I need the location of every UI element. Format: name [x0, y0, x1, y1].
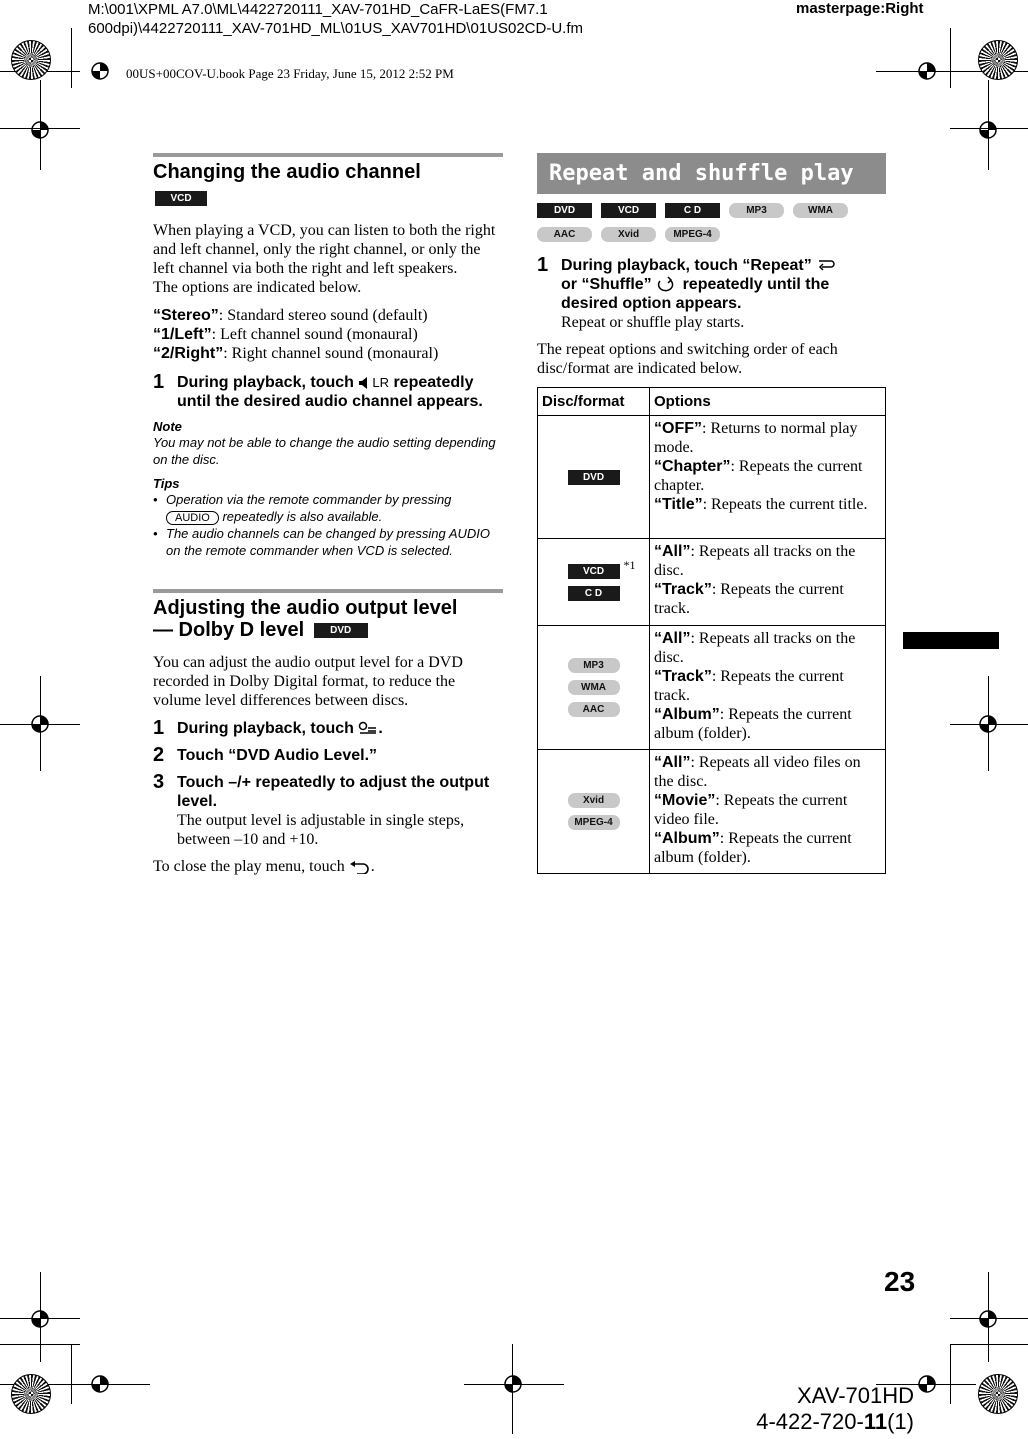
badge-aac: AAC — [568, 702, 620, 717]
step-number: 1 — [153, 371, 165, 393]
option-label: “Stereo” — [153, 307, 219, 324]
title-line1: Adjusting the audio output level — [153, 597, 458, 619]
format-cell — [538, 626, 650, 750]
tip-1 — [153, 491, 503, 525]
tip-2 — [153, 525, 503, 559]
badge-mpeg4: MPEG-4 — [568, 815, 620, 830]
badge-mpeg4: MPEG-4 — [665, 227, 720, 242]
option-label: “All” — [654, 543, 691, 560]
step-1-dolby — [153, 719, 503, 738]
model-name: XAV-701HD — [797, 1383, 914, 1408]
option-label: “2/Right” — [153, 345, 224, 362]
format-badges — [537, 203, 877, 242]
file-path — [88, 0, 583, 38]
options-cell — [650, 626, 886, 750]
table-row — [538, 626, 886, 750]
repeat-intro: The repeat options and switching order of each disc/format are indicated below. — [537, 341, 838, 377]
option-text: : Repeats the current title. — [702, 496, 868, 513]
option-text: : Repeats the current album (folder). — [654, 706, 852, 742]
badge-vcd: VCD — [568, 564, 620, 579]
option-text: : Returns to normal play mode. — [654, 420, 858, 456]
repeat-icon — [816, 258, 836, 274]
option-label: “Chapter” — [654, 458, 731, 475]
option-label: “Album” — [654, 706, 720, 723]
shuffle-icon — [656, 276, 678, 294]
format-cell — [538, 539, 650, 626]
badge-xvid: Xvid — [601, 227, 656, 242]
table-row — [538, 539, 886, 626]
step-number: 1 — [153, 717, 165, 739]
step-text: During playback, touch — [177, 720, 354, 737]
title-line2: — Dolby D level — [153, 619, 305, 641]
model-info — [756, 1383, 914, 1435]
section-rule — [153, 153, 503, 157]
audio-channel-intro2: The options are indicated below. — [153, 279, 362, 296]
badge-dvd: DVD — [314, 623, 368, 638]
badge-cd: C D — [665, 203, 720, 218]
option-text: : Repeats the current album (folder). — [654, 830, 852, 866]
options-cell — [650, 539, 886, 626]
note-heading: Note — [153, 419, 182, 434]
option-text: : Repeats all tracks on the disc. — [654, 630, 856, 666]
option-text: : Right channel sound (monaural) — [223, 345, 439, 362]
badge-vcd: VCD — [601, 203, 656, 218]
step-end: . — [378, 720, 383, 737]
step-3-dolby — [153, 773, 503, 849]
option-label: “All” — [654, 630, 691, 647]
book-info: 00US+00COV-U.book Page 23 Friday, June 15, 2012 2:52 PM — [126, 66, 454, 81]
option-text: : Repeats the current track. — [654, 668, 844, 704]
options-cell — [650, 416, 886, 539]
step-2-dolby — [153, 746, 503, 765]
step-text: Touch “DVD Audio Level.” — [177, 747, 378, 764]
option-label: “Track” — [654, 581, 712, 598]
column-header: Options — [650, 388, 886, 416]
badge-cd: C D — [568, 586, 620, 601]
section-title-audio-channel: Changing the audio channel — [153, 161, 421, 183]
step-subtext: Repeat or shuffle play starts. — [561, 314, 745, 331]
audio-channel-intro: When playing a VCD, you can listen to both the right and left channel, only the right channel, or only the left channel via both the right and left speakers. — [153, 222, 496, 277]
step-1-repeat — [537, 256, 886, 332]
option-label: “All” — [654, 754, 691, 771]
option-text: : Left channel sound (monaural) — [211, 326, 418, 343]
bullet: • — [153, 492, 158, 507]
option-label: “Track” — [654, 668, 712, 685]
step-text: repeatedly until the desired option appears. — [561, 276, 830, 312]
speaker-icon-label: LR — [372, 375, 389, 390]
options-cell — [650, 750, 886, 874]
table-header-row — [538, 388, 886, 416]
page-number: 23 — [884, 1266, 916, 1297]
format-cell — [538, 416, 650, 539]
badge-mp3: MP3 — [568, 658, 620, 673]
audio-channel-options — [153, 306, 503, 363]
footnote-mark: *1 — [623, 557, 636, 572]
badge-dvd: DVD — [568, 470, 620, 485]
tip-text: The audio channels can be changed by pressing AUDIO on the remote commander when VCD is selected. — [166, 526, 490, 558]
step-number: 3 — [153, 771, 165, 793]
column-header: Disc/format — [538, 388, 650, 416]
badge-dvd: DVD — [537, 203, 592, 218]
speaker-icon — [358, 376, 372, 390]
masterpage-label: masterpage:Right — [796, 0, 924, 17]
file-path-line1: M:\001\XPML A7.0\ML\4422720111_XAV-701HD_CaFR-LaES(FM7.1 — [88, 1, 548, 18]
step-text: During playback, touch “Repeat” — [561, 257, 812, 274]
section-title-dolby-level — [153, 597, 503, 641]
badge-wma: WMA — [568, 680, 620, 695]
section-title-repeat-shuffle: Repeat and shuffle play — [537, 153, 886, 194]
part-number: 4-422-720-11(1) — [756, 1409, 914, 1434]
play-menu-icon — [358, 721, 378, 737]
step-number: 1 — [537, 254, 549, 276]
back-icon — [349, 860, 371, 874]
option-text: : Repeats all tracks on the disc. — [654, 543, 856, 579]
badge-xvid: Xvid — [568, 793, 620, 808]
audio-button-icon: AUDIO — [166, 511, 219, 525]
close-menu-text — [153, 857, 503, 876]
section-rule — [153, 589, 503, 593]
option-label: “Movie” — [654, 792, 716, 809]
badge-mp3: MP3 — [729, 203, 784, 218]
step-text: Touch –/+ repeatedly to adjust the output level. — [177, 774, 490, 810]
step-subtext: The output level is adjustable in single steps, between –10 and +10. — [177, 812, 465, 848]
file-path-line2: 600dpi)\4422720111_XAV-701HD_ML\01US_XAV701HD\01US02CD-U.fm — [88, 20, 584, 37]
tips-heading: Tips — [153, 476, 180, 491]
option-text: : Repeats the current video file. — [654, 792, 848, 828]
step-text: During playback, touch — [177, 374, 354, 391]
close-text-end: . — [370, 858, 375, 875]
option-label: “1/Left” — [153, 326, 212, 343]
option-label: “Album” — [654, 830, 720, 847]
bullet: • — [153, 526, 158, 541]
option-text: : Repeats the current track. — [654, 581, 844, 617]
table-row — [538, 416, 886, 539]
badge-aac: AAC — [537, 227, 592, 242]
tip-text: Operation via the remote commander by pressing — [166, 492, 452, 507]
left-column — [153, 153, 503, 885]
dolby-intro: You can adjust the audio output level for a DVD recorded in Dolby Digital format, to reduce the volume level differences between discs. — [153, 654, 463, 709]
note-text: You may not be able to change the audio setting depending on the disc. — [153, 435, 496, 467]
close-text: To close the play menu, touch — [153, 858, 345, 875]
step-text: or “Shuffle” — [561, 276, 652, 293]
right-column — [537, 153, 886, 874]
option-label: “OFF” — [654, 420, 702, 437]
side-tab-marker — [903, 632, 999, 649]
format-cell — [538, 750, 650, 874]
option-text: : Repeats the current chapter. — [654, 458, 863, 494]
step-text-cont: repeatedly until the desired audio channel appears. — [177, 374, 483, 410]
badge-vcd: VCD — [155, 191, 207, 206]
step-number: 2 — [153, 744, 165, 766]
tip-text-cont: repeatedly is also available. — [222, 509, 383, 524]
step-1-audio-channel — [153, 373, 503, 411]
badge-wma: WMA — [793, 203, 848, 218]
option-text: : Standard stereo sound (default) — [218, 307, 428, 324]
option-label: “Title” — [654, 496, 703, 513]
option-text: : Repeats all video files on the disc. — [654, 754, 861, 790]
repeat-options-table — [537, 387, 886, 874]
table-row — [538, 750, 886, 874]
